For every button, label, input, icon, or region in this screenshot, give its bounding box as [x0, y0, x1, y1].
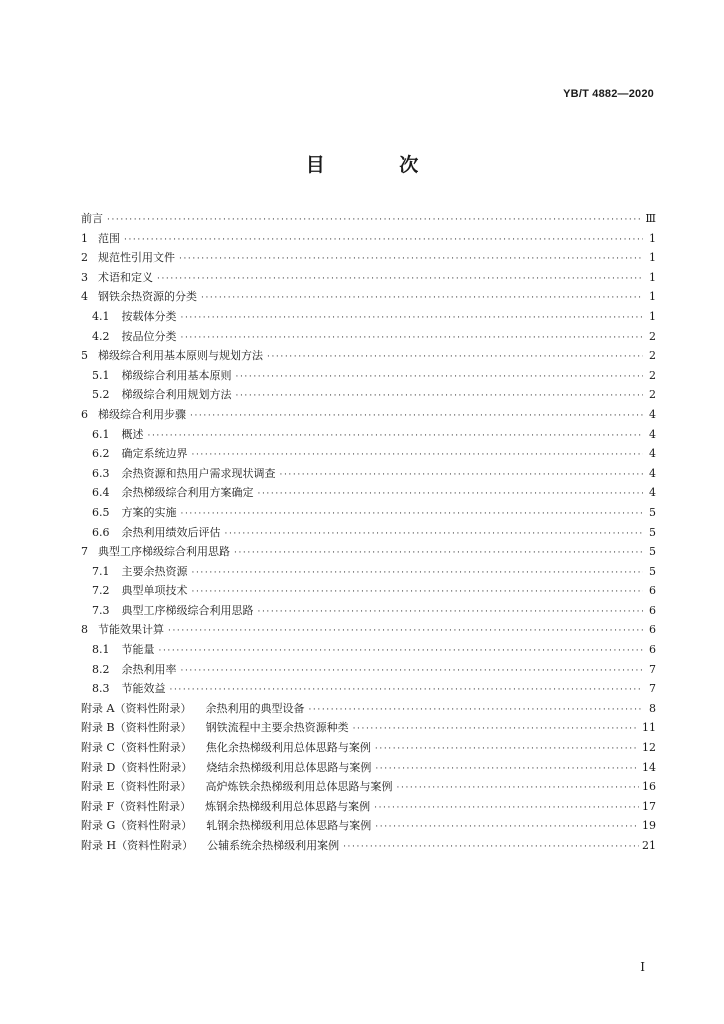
toc-dot-leader: [159, 642, 644, 662]
toc-section-number: 7.2: [92, 584, 110, 598]
toc-section-title: 前言: [81, 212, 103, 225]
toc-section-number: 1: [81, 231, 88, 245]
toc-page-number: 4: [649, 427, 656, 441]
toc-appendix-label: 附录 B（资料性附录）: [81, 721, 192, 735]
toc-entry[interactable]: [81, 287, 656, 307]
toc-entry-label: [81, 777, 393, 797]
toc-section-title: 炼钢余热梯级利用总体思路与案例: [205, 799, 371, 813]
toc-dot-leader: [179, 250, 643, 270]
toc-dot-leader: [190, 407, 643, 427]
toc-dot-leader: [397, 779, 639, 799]
toc-page-number: 14: [642, 760, 656, 774]
toc-section-title: 典型工序梯级综合利用思路: [98, 545, 230, 559]
toc-entry[interactable]: [81, 307, 656, 327]
toc-entry[interactable]: [81, 366, 656, 386]
toc-entry[interactable]: [81, 405, 656, 425]
toc-entry-label: [81, 758, 371, 778]
toc-entry-label: [92, 660, 177, 680]
toc-entry-label: [81, 718, 349, 738]
toc-page-number: 5: [649, 564, 656, 578]
toc-section-number: 6.3: [92, 466, 110, 480]
toc-dot-leader: [375, 740, 639, 760]
toc-section-title: 钢铁流程中主要余热资源种类: [205, 721, 349, 735]
toc-section-number: 8.3: [92, 682, 110, 696]
toc-entry[interactable]: [81, 483, 656, 503]
toc-dot-leader: [148, 427, 644, 447]
toc-entry[interactable]: [81, 425, 656, 445]
toc-entry-label: [81, 248, 175, 268]
toc-dot-leader: [375, 760, 639, 780]
toc-section-number: 7.3: [92, 603, 110, 617]
toc-section-number: 6.5: [92, 505, 110, 519]
toc-entry[interactable]: [81, 620, 656, 640]
toc-entry-label: [81, 797, 370, 817]
toc-dot-leader: [374, 799, 639, 819]
toc-entry[interactable]: [81, 562, 656, 582]
toc-section-number: 5.2: [92, 388, 110, 402]
toc-page-number: 1: [649, 290, 656, 304]
toc-dot-leader: [124, 231, 643, 251]
toc-entry-label: [92, 425, 144, 445]
toc-entry-label: [92, 366, 232, 386]
toc-page-number: 2: [649, 329, 656, 343]
toc-entry-label: [92, 307, 177, 327]
toc-entry[interactable]: [81, 679, 656, 699]
toc-entry-label: [92, 464, 276, 484]
toc-entry[interactable]: [81, 660, 656, 680]
toc-dot-leader: [343, 838, 639, 858]
toc-entry-label: [92, 679, 166, 699]
toc-section-title: 余热利用绩效后评估: [121, 525, 221, 539]
toc-page-number: 6: [649, 643, 656, 657]
toc-entry-label: [81, 620, 164, 640]
toc-section-number: 8.2: [92, 662, 110, 676]
toc-entry[interactable]: [81, 542, 656, 562]
toc-entry[interactable]: [81, 797, 656, 817]
toc-page-number: 21: [642, 839, 656, 852]
toc-entry-label: [92, 562, 188, 582]
toc-section-title: 典型单项技术: [121, 584, 188, 598]
toc-section-title: 余热利用的典型设备: [205, 701, 305, 715]
toc-entry-label: [81, 268, 153, 288]
toc-section-title: 方案的实施: [121, 505, 177, 519]
table-of-contents: [81, 209, 656, 856]
document-code: YB/T 4882—2020: [563, 88, 654, 100]
toc-section-title: 按载体分类: [121, 309, 177, 323]
toc-entry-label: [81, 405, 186, 425]
toc-entry[interactable]: [81, 601, 656, 621]
toc-dot-leader: [280, 466, 644, 486]
toc-appendix-label: 附录 A（资料性附录）: [81, 701, 192, 715]
toc-entry[interactable]: [81, 209, 656, 229]
toc-appendix-label: 附录 G（资料性附录）: [81, 819, 193, 833]
toc-dot-leader: [192, 564, 644, 584]
toc-entry[interactable]: [81, 581, 656, 601]
toc-page-number: 1: [649, 309, 656, 323]
toc-entry[interactable]: [81, 444, 656, 464]
toc-entry-label: [92, 523, 221, 543]
toc-appendix-label: 附录 E（资料性附录）: [81, 780, 192, 794]
toc-page-number: 4: [649, 407, 656, 421]
toc-entry-label: [92, 444, 188, 464]
toc-section-number: 7: [81, 545, 88, 559]
toc-section-number: 6.2: [92, 447, 110, 461]
toc-dot-leader: [107, 211, 642, 231]
toc-entry-label: [81, 346, 263, 366]
toc-page-number: 12: [642, 741, 656, 755]
toc-appendix-label: 附录 D（资料性附录）: [81, 760, 193, 774]
toc-dot-leader: [353, 720, 639, 740]
toc-dot-leader: [192, 583, 644, 603]
toc-section-title: 确定系统边界: [121, 447, 188, 461]
toc-dot-leader: [157, 270, 643, 290]
toc-section-title: 余热梯级综合利用方案确定: [121, 486, 254, 500]
toc-page-number: 19: [642, 819, 656, 833]
toc-section-title: 主要余热资源: [121, 564, 188, 578]
toc-page-number: 1: [649, 270, 656, 284]
toc-section-number: 6.1: [92, 427, 110, 441]
toc-entry-label: [92, 483, 254, 503]
toc-section-number: 8.1: [92, 643, 110, 657]
toc-section-number: 5.1: [92, 368, 110, 382]
toc-section-title: 节能量: [121, 643, 155, 657]
toc-section-title: 规范性引用文件: [98, 251, 175, 265]
toc-page-number: 6: [649, 603, 656, 617]
toc-entry[interactable]: [81, 503, 656, 523]
toc-entry-label: [81, 699, 304, 719]
toc-section-title: 余热利用率: [121, 662, 177, 676]
toc-entry[interactable]: [81, 523, 656, 543]
toc-entry-label: [81, 209, 103, 229]
toc-dot-leader: [375, 818, 639, 838]
toc-section-title: 余热资源和热用户需求现状调查: [121, 466, 276, 480]
toc-page-number: 11: [642, 721, 656, 735]
toc-section-number: 4: [81, 290, 88, 304]
toc-entry-label: [92, 640, 155, 660]
toc-section-number: 7.1: [92, 564, 110, 578]
toc-entry[interactable]: [81, 816, 656, 836]
toc-page-number: 7: [649, 682, 656, 696]
toc-section-title: 概述: [121, 427, 144, 441]
toc-page-number: 4: [649, 486, 656, 500]
toc-section-title: 节能效益: [121, 682, 166, 696]
toc-page-number: 2: [649, 349, 656, 363]
toc-page-number: Ⅲ: [645, 212, 656, 225]
toc-section-title: 钢铁余热资源的分类: [98, 290, 197, 304]
toc-section-number: 8: [81, 623, 88, 637]
page-title: 目 次: [305, 154, 453, 176]
toc-entry-label: [92, 581, 188, 601]
toc-appendix-label: 附录 H（资料性附录）: [81, 839, 194, 852]
toc-entry[interactable]: [81, 640, 656, 660]
toc-entry[interactable]: [81, 699, 656, 719]
toc-section-title: 典型工序梯级综合利用思路: [121, 603, 254, 617]
toc-section-title: 公辅系统余热梯级利用案例: [207, 839, 340, 852]
toc-section-number: 4.1: [92, 309, 110, 323]
toc-section-title: 按品位分类: [121, 329, 177, 343]
toc-section-title: 术语和定义: [98, 270, 153, 284]
toc-dot-leader: [308, 701, 643, 721]
toc-page-number: 5: [649, 505, 656, 519]
toc-section-title: 梯级综合利用规划方法: [121, 388, 232, 402]
toc-entry[interactable]: [81, 718, 656, 738]
toc-entry[interactable]: [81, 268, 656, 288]
toc-section-title: 节能效果计算: [98, 623, 164, 637]
toc-section-number: 6.6: [92, 525, 110, 539]
toc-section-title: 烧结余热梯级利用总体思路与案例: [206, 760, 372, 774]
toc-dot-leader: [181, 505, 644, 525]
toc-dot-leader: [236, 368, 644, 388]
toc-section-title: 梯级综合利用基本原则与规划方法: [98, 349, 263, 363]
toc-section-number: 5: [81, 349, 88, 363]
toc-section-title: 范围: [98, 231, 120, 245]
toc-section-title: 焦化余热梯级利用总体思路与案例: [205, 741, 371, 755]
toc-page-number: 4: [649, 466, 656, 480]
toc-section-number: 6.4: [92, 486, 110, 500]
toc-page-number: 2: [649, 388, 656, 402]
toc-page-number: 6: [649, 584, 656, 598]
toc-section-title: 轧钢余热梯级利用总体思路与案例: [206, 819, 372, 833]
toc-section-title: 高炉炼铁余热梯级利用总体思路与案例: [205, 780, 393, 794]
toc-dot-leader: [201, 289, 643, 309]
toc-appendix-label: 附录 F（资料性附录）: [81, 799, 192, 813]
toc-page-number: 4: [649, 447, 656, 461]
toc-section-number: 2: [81, 251, 88, 265]
toc-entry[interactable]: [81, 248, 656, 268]
toc-dot-leader: [181, 309, 644, 329]
toc-section-number: 6: [81, 407, 88, 421]
toc-dot-leader: [258, 603, 644, 623]
toc-entry-label: [92, 601, 254, 621]
toc-entry-label: [92, 385, 232, 405]
toc-section-number: 4.2: [92, 329, 110, 343]
toc-dot-leader: [168, 622, 643, 642]
toc-dot-leader: [258, 485, 644, 505]
toc-entry[interactable]: [81, 758, 656, 778]
toc-entry-label: [92, 503, 177, 523]
toc-entry[interactable]: [81, 385, 656, 405]
toc-entry[interactable]: [81, 346, 656, 366]
toc-dot-leader: [236, 387, 644, 407]
toc-page-number: 2: [649, 368, 656, 382]
toc-entry-label: [81, 816, 371, 836]
toc-dot-leader: [181, 662, 644, 682]
toc-entry[interactable]: [81, 836, 656, 856]
toc-section-number: 3: [81, 270, 88, 284]
toc-page-number: 16: [642, 780, 656, 794]
toc-page-number: 1: [649, 231, 656, 245]
toc-page-number: 1: [649, 251, 656, 265]
toc-entry-label: [92, 327, 177, 347]
toc-entry-label: [81, 542, 230, 562]
toc-entry[interactable]: [81, 777, 656, 797]
toc-appendix-label: 附录 C（资料性附录）: [81, 741, 192, 755]
toc-dot-leader: [234, 544, 643, 564]
toc-section-title: 梯级综合利用基本原则: [121, 368, 232, 382]
toc-entry[interactable]: [81, 464, 656, 484]
toc-page-number: 7: [649, 662, 656, 676]
toc-page-number: 6: [649, 623, 656, 637]
toc-section-title: 梯级综合利用步骤: [98, 407, 186, 421]
toc-page-number: 5: [649, 525, 656, 539]
toc-entry[interactable]: [81, 738, 656, 758]
page-number: Ⅰ: [640, 960, 645, 974]
toc-page-number: 8: [649, 701, 656, 715]
toc-dot-leader: [267, 348, 643, 368]
toc-entry-label: [81, 229, 120, 249]
toc-entry[interactable]: [81, 229, 656, 249]
toc-entry-label: [81, 836, 339, 856]
toc-entry-label: [81, 287, 197, 307]
toc-entry-label: [81, 738, 371, 758]
toc-dot-leader: [225, 525, 644, 545]
toc-page-number: 5: [649, 545, 656, 559]
toc-page-number: 17: [642, 799, 656, 813]
toc-entry[interactable]: [81, 327, 656, 347]
